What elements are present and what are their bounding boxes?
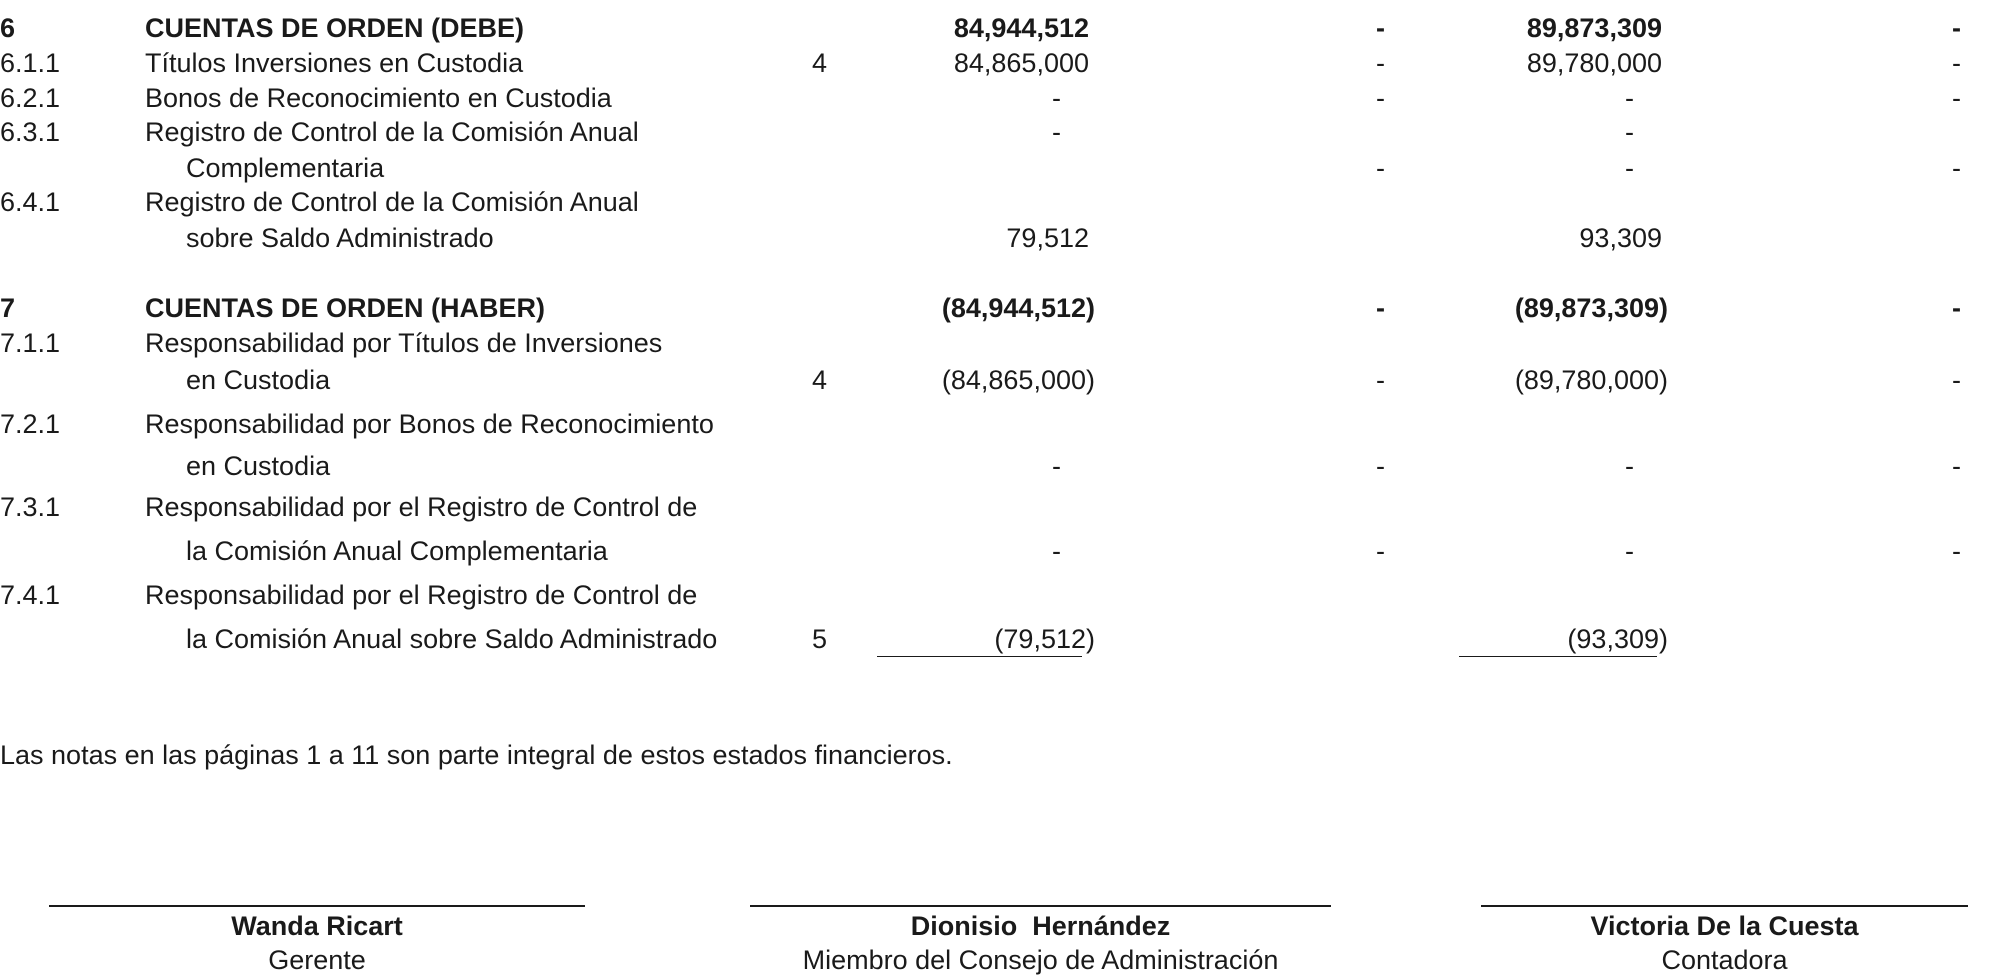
account-row-6-4-1-cont bbox=[0, 221, 1996, 255]
subtotal-underline-current bbox=[877, 656, 1082, 657]
signature-line bbox=[49, 905, 585, 907]
dash-prior: - bbox=[1952, 451, 1961, 481]
dash-prior: - bbox=[1952, 48, 1961, 78]
account-description: en Custodia bbox=[186, 451, 331, 481]
dash-current: - bbox=[1376, 83, 1385, 113]
amount-prior: - bbox=[1625, 117, 1634, 147]
amount-prior: 89,873,309 bbox=[1526, 13, 1662, 43]
amount-current: 79,512 bbox=[1006, 223, 1089, 253]
account-description: Registro de Control de la Comisión Anual bbox=[145, 187, 639, 217]
dash-current: - bbox=[1376, 293, 1385, 323]
amount-prior: (93,309) bbox=[1567, 624, 1668, 654]
dash-prior: - bbox=[1952, 83, 1961, 113]
account-code: 7 bbox=[0, 293, 16, 323]
account-description: en Custodia bbox=[186, 365, 331, 395]
note-reference: 4 bbox=[812, 365, 828, 395]
note-reference: 4 bbox=[812, 48, 828, 78]
dash-current: - bbox=[1376, 536, 1385, 566]
amount-current: - bbox=[1052, 117, 1061, 147]
account-code: 7.3.1 bbox=[0, 492, 61, 522]
account-row-7-4-1 bbox=[0, 578, 1996, 612]
account-code: 6.4.1 bbox=[0, 187, 61, 217]
account-description: Registro de Control de la Comisión Anual bbox=[145, 117, 639, 147]
account-description: Bonos de Reconocimiento en Custodia bbox=[145, 83, 612, 113]
signatory-name: Wanda Ricart bbox=[231, 911, 403, 941]
account-description: CUENTAS DE ORDEN (HABER) bbox=[145, 293, 546, 323]
amount-current: - bbox=[1052, 83, 1061, 113]
account-row-7-2-1 bbox=[0, 407, 1996, 441]
amount-prior: (89,873,309) bbox=[1514, 293, 1668, 323]
amount-current: - bbox=[1052, 451, 1061, 481]
account-description: la Comisión Anual sobre Saldo Administrado bbox=[186, 624, 718, 654]
amount-prior: 93,309 bbox=[1579, 223, 1662, 253]
dash-prior: - bbox=[1952, 153, 1961, 183]
account-description: Responsabilidad por el Registro de Control de bbox=[145, 580, 698, 610]
account-row-6-3-1-cont bbox=[0, 151, 1996, 185]
account-row-7-3-1 bbox=[0, 490, 1996, 524]
account-row-7 bbox=[0, 291, 1996, 325]
signature-block-accountant bbox=[1481, 905, 1968, 977]
amount-prior: - bbox=[1625, 536, 1634, 566]
footnote: Las notas en las páginas 1 a 11 son parte integral de estos estados financieros. bbox=[0, 740, 953, 770]
account-code: 6.1.1 bbox=[0, 48, 61, 78]
dash-prior: - bbox=[1952, 13, 1961, 43]
dash-current: - bbox=[1376, 13, 1385, 43]
signatory-title: Miembro del Consejo de Administración bbox=[802, 945, 1279, 975]
account-row-7-2-1-cont bbox=[0, 449, 1996, 483]
account-code: 6.3.1 bbox=[0, 117, 61, 147]
amount-current: 84,865,000 bbox=[953, 48, 1089, 78]
account-row-6-1-1 bbox=[0, 46, 1996, 80]
signatory-title: Contadora bbox=[1661, 945, 1788, 975]
account-description: Responsabilidad por Bonos de Reconocimiento bbox=[145, 409, 714, 439]
dash-current: - bbox=[1376, 153, 1385, 183]
amount-current: (84,944,512) bbox=[941, 293, 1095, 323]
amount-prior: - bbox=[1625, 83, 1634, 113]
signatory-title: Gerente bbox=[268, 945, 366, 975]
account-row-7-1-1 bbox=[0, 326, 1996, 360]
account-row-6-4-1 bbox=[0, 185, 1996, 219]
account-row-6 bbox=[0, 11, 1996, 45]
signatory-name: Dionisio Hernández bbox=[910, 911, 1171, 941]
subtotal-underline-prior bbox=[1459, 656, 1657, 657]
dash-prior: - bbox=[1952, 293, 1961, 323]
amount-prior: (89,780,000) bbox=[1514, 365, 1668, 395]
account-code: 7.1.1 bbox=[0, 328, 61, 358]
signature-line bbox=[750, 905, 1331, 907]
account-description: Responsabilidad por el Registro de Control de bbox=[145, 492, 698, 522]
account-description: Complementaria bbox=[186, 153, 385, 183]
account-description: CUENTAS DE ORDEN (DEBE) bbox=[145, 13, 525, 43]
account-code: 6 bbox=[0, 13, 16, 43]
account-description: la Comisión Anual Complementaria bbox=[186, 536, 608, 566]
account-row-7-4-1-cont bbox=[0, 622, 1996, 656]
signature-block-board-member bbox=[750, 905, 1331, 977]
account-row-7-3-1-cont bbox=[0, 534, 1996, 568]
account-description: sobre Saldo Administrado bbox=[186, 223, 494, 253]
dash-current: - bbox=[1376, 48, 1385, 78]
account-description: Responsabilidad por Títulos de Inversiones bbox=[145, 328, 663, 358]
dash-current: - bbox=[1376, 451, 1385, 481]
account-code: 6.2.1 bbox=[0, 83, 61, 113]
amount-current: - bbox=[1052, 536, 1061, 566]
dash-prior: - bbox=[1952, 536, 1961, 566]
account-row-6-2-1 bbox=[0, 81, 1996, 115]
amount-prior: 89,780,000 bbox=[1526, 48, 1662, 78]
amount-current: 84,944,512 bbox=[953, 13, 1089, 43]
amount-current: (79,512) bbox=[994, 624, 1095, 654]
note-reference: 5 bbox=[812, 624, 828, 654]
account-description: Títulos Inversiones en Custodia bbox=[145, 48, 524, 78]
signature-line bbox=[1481, 905, 1968, 907]
amount-current: (84,865,000) bbox=[941, 365, 1095, 395]
account-code: 7.4.1 bbox=[0, 580, 61, 610]
amount-prior: - bbox=[1625, 153, 1634, 183]
account-row-7-1-1-cont bbox=[0, 363, 1996, 397]
signatory-name: Victoria De la Cuesta bbox=[1590, 911, 1859, 941]
account-row-6-3-1 bbox=[0, 115, 1996, 149]
dash-prior: - bbox=[1952, 365, 1961, 395]
amount-prior: - bbox=[1625, 451, 1634, 481]
signature-block-manager bbox=[49, 905, 585, 977]
dash-current: - bbox=[1376, 365, 1385, 395]
account-code: 7.2.1 bbox=[0, 409, 61, 439]
